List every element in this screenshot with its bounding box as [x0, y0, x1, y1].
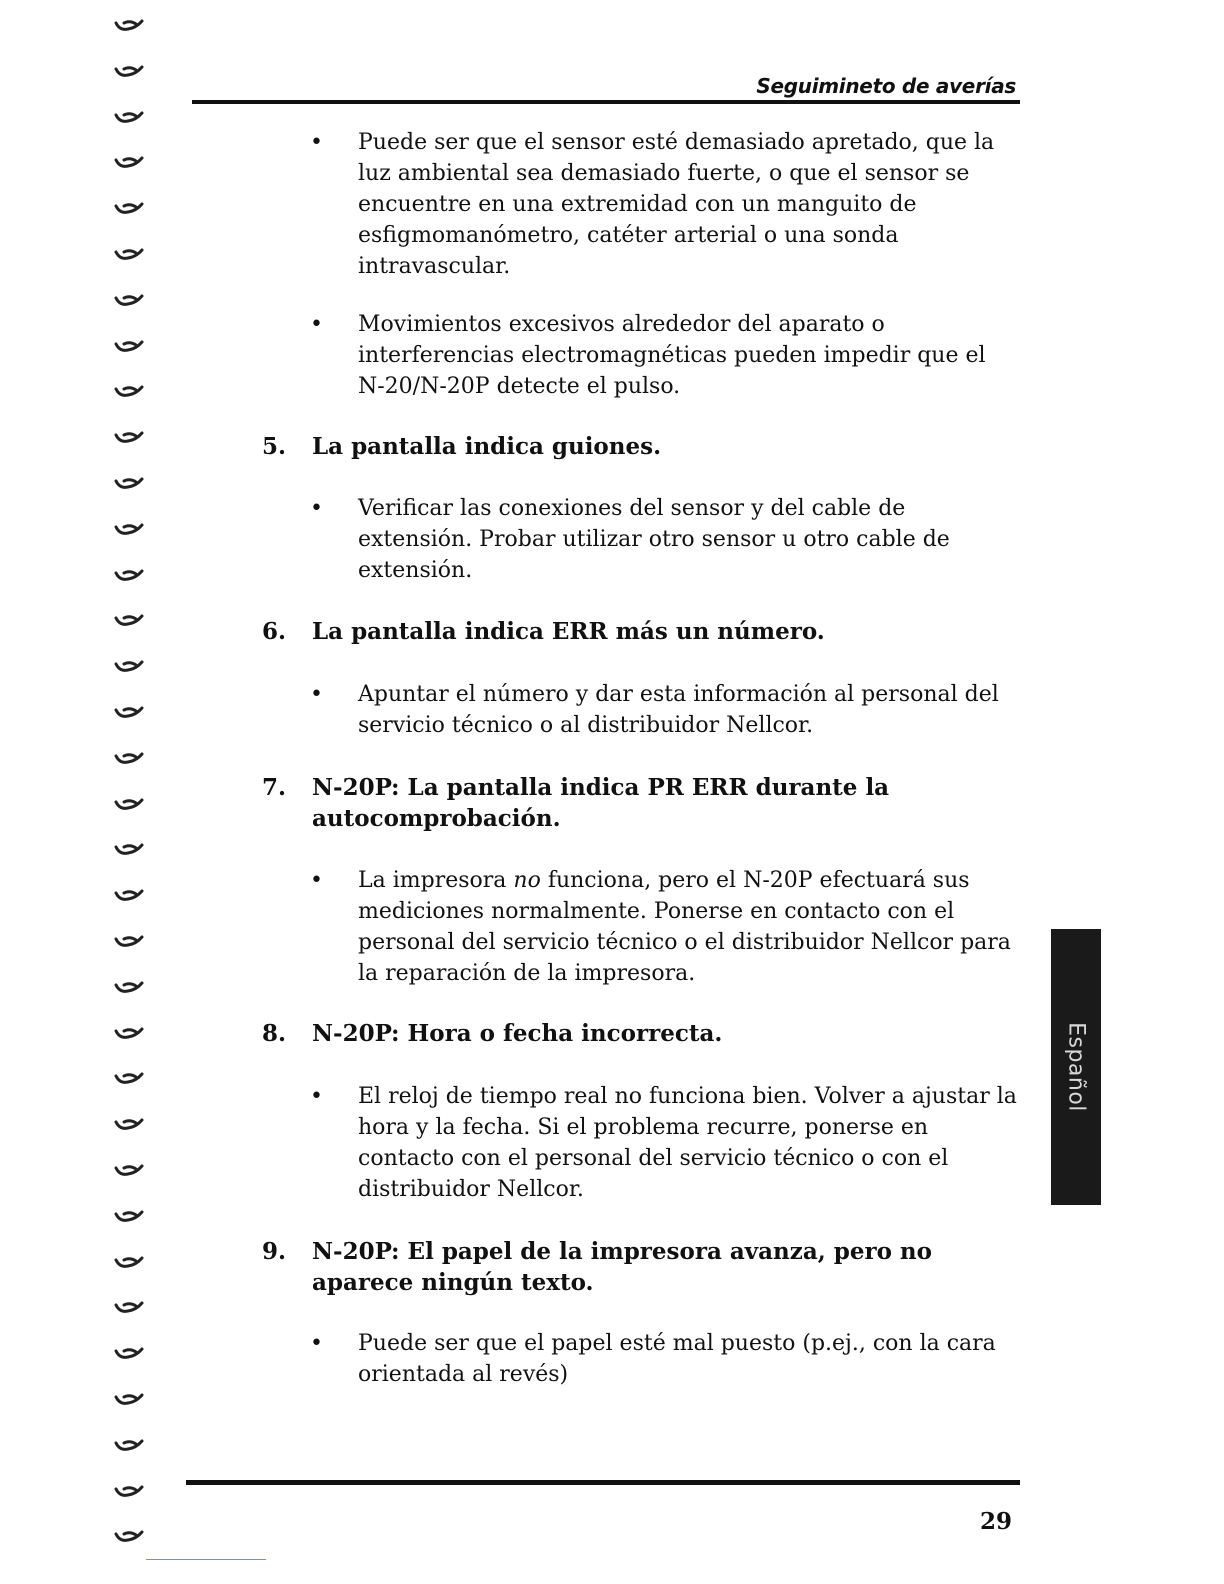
spiral-coil-icon: [114, 1346, 146, 1360]
header-title: Seguimineto de averías: [756, 74, 1016, 98]
bullet-text: La impresora no funciona, pero el N-20P efectuará sus mediciones normalmente. Ponerse en contacto con el personal del servicio técnico o el distribuidor Nellcor para la reparación de la impresora.: [358, 868, 1011, 986]
spiral-coil-icon: [114, 430, 146, 444]
page-number: 29: [980, 1508, 1013, 1535]
bullet-icon: •: [310, 682, 323, 707]
item-heading: La pantalla indica guiones.: [312, 433, 662, 460]
spiral-coil-icon: [114, 613, 146, 627]
spiral-coil-icon: [114, 1117, 146, 1131]
bullet-icon: •: [310, 1331, 323, 1356]
bullet-icon: •: [310, 130, 323, 155]
spiral-coil-icon: [114, 1255, 146, 1269]
spiral-coil-icon: [114, 1529, 146, 1543]
item-heading: N-20P: El papel de la impresora avanza, pero no aparece ningún texto.: [312, 1238, 932, 1296]
spiral-coil-icon: [114, 751, 146, 765]
bullet-text: Apuntar el número y dar esta información al personal del servicio técnico o al distribuidor Nellcor.: [358, 682, 999, 738]
spiral-coil-icon: [114, 384, 146, 398]
spiral-coil-icon: [114, 888, 146, 902]
spiral-coil-icon: [114, 1209, 146, 1223]
bullet-icon: •: [310, 496, 323, 521]
bullet-icon: •: [310, 1084, 323, 1109]
bullet-text: Puede ser que el papel esté mal puesto (p.ej., con la cara orientada al revés): [358, 1331, 996, 1387]
spiral-coil-icon: [114, 476, 146, 490]
running-header: [192, 70, 1020, 104]
spiral-coil-icon: [114, 522, 146, 536]
spiral-coil-icon: [114, 1163, 146, 1177]
footer-rule: [186, 1480, 1020, 1485]
spiral-coil-icon: [114, 1300, 146, 1314]
item-number: 8.: [262, 1020, 287, 1047]
item-number: 9.: [262, 1238, 287, 1265]
bullet-text: Verificar las conexiones del sensor y del cable de extensión. Probar utilizar otro sensor u otro cable de extensión.: [358, 496, 950, 583]
bullet-text: El reloj de tiempo real no funciona bien. Volver a ajustar la hora y la fecha. Si el problema recurre, ponerse en contacto con el personal del servicio técnico o con el distribuidor Nellcor.: [358, 1084, 1017, 1202]
spiral-binding: [108, 0, 158, 1584]
item-number: 6.: [262, 618, 287, 645]
item-number: 5.: [262, 433, 287, 460]
spiral-coil-icon: [114, 1438, 146, 1452]
emphasis: no: [513, 868, 541, 893]
spiral-coil-icon: [114, 293, 146, 307]
spiral-coil-icon: [114, 659, 146, 673]
spiral-coil-icon: [114, 64, 146, 78]
scan-artifact-line: [146, 1559, 266, 1560]
language-tab: [1051, 929, 1101, 1205]
spiral-coil-icon: [114, 155, 146, 169]
bullet-text: Movimientos excesivos alrededor del aparato o interferencias electromagnéticas pueden impedir que el N-20/N-20P detecte el pulso.: [358, 312, 986, 399]
spiral-coil-icon: [114, 568, 146, 582]
spiral-coil-icon: [114, 247, 146, 261]
spiral-coil-icon: [114, 980, 146, 994]
spiral-coil-icon: [114, 110, 146, 124]
spiral-coil-icon: [114, 1026, 146, 1040]
item-heading: N-20P: Hora o fecha incorrecta.: [312, 1020, 723, 1047]
bullet-icon: •: [310, 868, 323, 893]
spiral-coil-icon: [114, 1392, 146, 1406]
spiral-coil-icon: [114, 1484, 146, 1498]
spiral-coil-icon: [114, 797, 146, 811]
spiral-coil-icon: [114, 705, 146, 719]
item-heading: N-20P: La pantalla indica PR ERR durante la autocomprobación.: [312, 774, 890, 832]
spiral-coil-icon: [114, 201, 146, 215]
spiral-coil-icon: [114, 842, 146, 856]
spiral-coil-icon: [114, 934, 146, 948]
spiral-coil-icon: [114, 18, 146, 32]
language-tab-label: Español: [1063, 1022, 1089, 1112]
bullet-icon: •: [310, 312, 323, 337]
spiral-coil-icon: [114, 1071, 146, 1085]
item-number: 7.: [262, 774, 287, 801]
bullet-text: Puede ser que el sensor esté demasiado apretado, que la luz ambiental sea demasiado fuerte, o que el sensor se encuentre en una extremidad con un manguito de esfigmomanómetro, catéter arterial o una sonda intravascular.: [358, 130, 995, 279]
item-heading: La pantalla indica ERR más un número.: [312, 618, 825, 645]
spiral-coil-icon: [114, 339, 146, 353]
